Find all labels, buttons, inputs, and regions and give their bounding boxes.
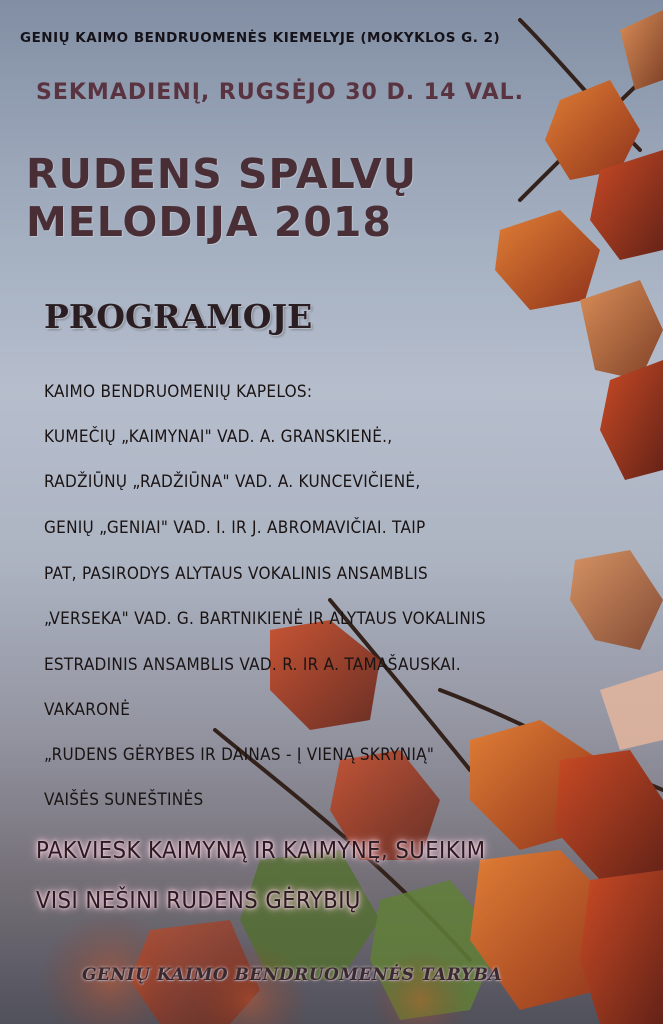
venue-text: GENIŲ KAIMO BENDRUOMENĖS KIEMELYJE (MOKYKLOS G. 2) <box>20 30 501 46</box>
event-title-line1: RUDENS SPALVŲ <box>26 150 418 198</box>
program-line: VAKARONĖ <box>44 700 131 720</box>
program-line: „RUDENS GĖRYBES IR DAINAS - Į VIENĄ SKRYNIĄ" <box>44 745 435 765</box>
program-heading: PROGRAMOJE <box>44 297 313 336</box>
program-line: KUMEČIŲ „KAIMYNAI" VAD. A. GRANSKIENĖ., <box>44 427 393 447</box>
program-line: PAT, PASIRODYS ALYTAUS VOKALINIS ANSAMBLIS <box>44 564 428 584</box>
organizer-signature: GENIŲ KAIMO BENDRUOMENĖS TARYBA <box>82 965 503 985</box>
program-line: GENIŲ „GENIAI" VAD. I. IR J. ABROMAVIČIAI. TAIP <box>44 518 426 538</box>
program-line: ESTRADINIS ANSAMBLIS VAD. R. IR A. TAMAŠAUSKAI. <box>44 655 461 675</box>
program-line: KAIMO BENDRUOMENIŲ KAPELOS: <box>44 382 313 402</box>
invitation-line2: VISI NEŠINI RUDENS GĖRYBIŲ <box>36 888 361 914</box>
program-line: „VERSEKA" VAD. G. BARTNIKIENĖ IR ALYTAUS VOKALINIS <box>44 609 486 629</box>
invitation-line1: PAKVIESK KAIMYNĄ IR KAIMYNĘ, SUEIKIM <box>36 838 486 864</box>
event-date-time: SEKMADIENĮ, RUGSĖJO 30 D. 14 VAL. <box>36 80 524 105</box>
program-line: RADŽIŪNŲ „RADŽIŪNA" VAD. A. KUNCEVIČIENĖ, <box>44 472 421 492</box>
event-title-line2: MELODIJA 2018 <box>26 198 392 246</box>
program-line: VAIŠĖS SUNEŠTINĖS <box>44 790 204 810</box>
